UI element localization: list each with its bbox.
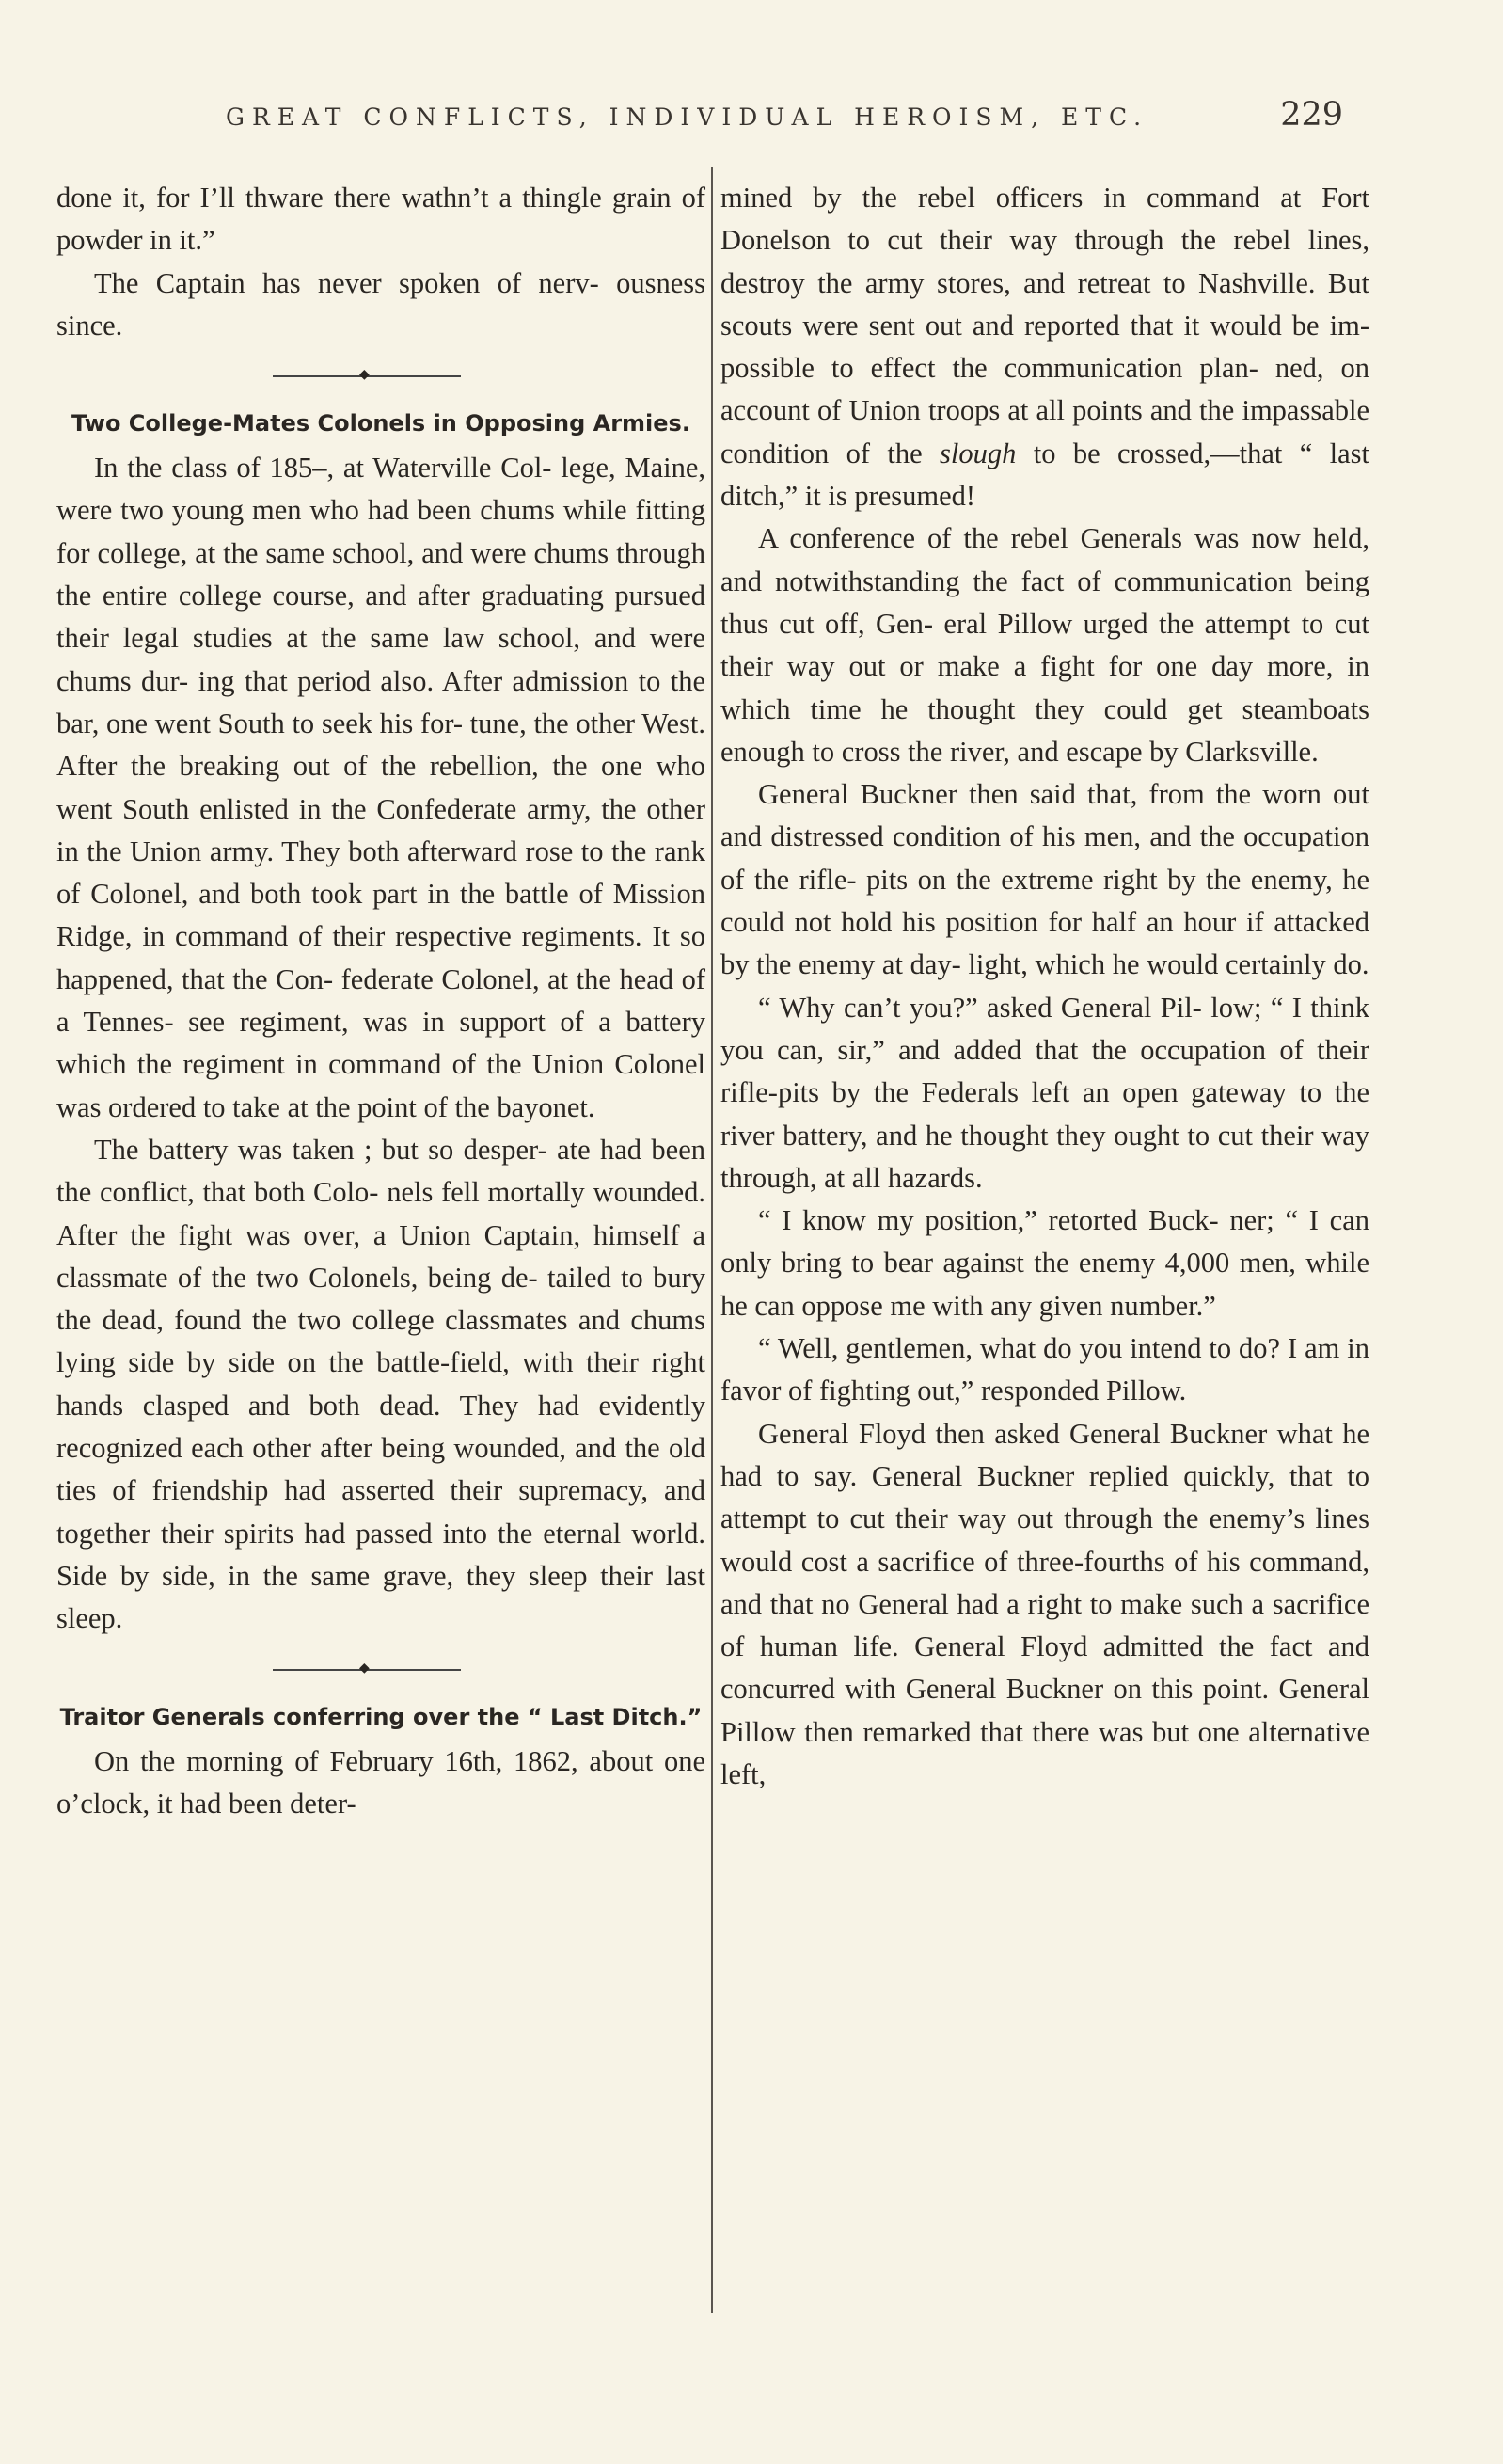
- paragraph: “ I know my position,” retorted Buck- ner; “ I can only bring to bear against the enemy 4,000 men, while he can oppose me with any given number.”: [720, 1204, 1369, 1322]
- section-heading: Traitor Generals conferring over the “ Last Ditch.”: [59, 1703, 703, 1730]
- paragraph: The battery was taken ; but so desper- ate had been the conflict, that both Colo- nels fell mortally wounded. After the fight was over, a Union Captain, himself a classmate of the two Colonels, being de- tailed to bury the dead, found the two college classmates and chums lying side by side on the battle-field, with their right hands clasped and both dead. They had evidently recognized each other after being wounded, and the old ties of friendship had asserted their supremacy, and together their spirits had passed into the eternal world. Side by side, in the same grave, they sleep their last sleep.: [56, 1133, 705, 1635]
- paragraph: General Buckner then said that, from the worn out and distressed condition of his men, and the occupation of the rifle- pits on the extreme right by the enemy, he could not hold his position for half an hour if attacked by the enemy at day- light, which he would certainly do.: [720, 778, 1369, 981]
- paragraph: “ Why can’t you?” asked General Pil- low; “ I think you can, sir,” and added that the occupation of their rifle-pits by the Federals left an open gateway to the river battery, and he thought they ought to cut their way through, at all hazards.: [720, 991, 1369, 1194]
- section-heading: Two College-Mates Colonels in Opposing Armies.: [71, 410, 690, 437]
- text-run: to be crossed,—that “ last ditch,” it is presumed!: [720, 437, 1369, 513]
- paragraph: A conference of the rebel Generals was now held, and notwithstanding the fact of communication being thus cut off, Gen- eral Pillow urged the attempt to cut their way out or make a fight for one day more, in which time he thought they could get steamboats enough to cross the river, and escape by Clarksville.: [720, 522, 1369, 768]
- section-separator: [56, 347, 705, 404]
- paragraph: “ Well, gentlemen, what do you intend to do? I am in favor of fighting out,” responded Pillow.: [720, 1332, 1369, 1407]
- right-column: [720, 177, 1369, 1796]
- paragraph: On the morning of February 16th, 1862, about one o’clock, it had been deter-: [56, 1744, 705, 1820]
- paragraph: done it, for I’ll thware there wathn’t a thingle grain of powder in it.”: [56, 182, 705, 257]
- text-run: mined by the rebel officers in command at Fort Donelson to cut their way through the rebel lines, destroy the army stores, and retreat to Nashville. But scouts were sent out and reported that it would be im- possible to effect the communication plan- ned, on account of Union troops at all points and the impassable condition of the: [720, 182, 1369, 469]
- running-title: GREAT CONFLICTS, INDIVIDUAL HEROISM, ETC.: [226, 103, 1149, 131]
- paragraph: General Floyd then asked General Buckner what he had to say. General Buckner replied quickly, that to attempt to cut their way out through the enemy’s lines would cost a sacrifice of three-fourths of his command, and that no General had a right to make such a sacrifice of human life. General Floyd admitted the fact and concurred with General Buckner on this point. General Pillow then remarked that there was but one alternative left,: [720, 1417, 1369, 1790]
- paragraph: The Captain has never spoken of nerv- ousness since.: [56, 266, 705, 342]
- section-separator: [56, 1641, 705, 1697]
- page-number: 229: [1280, 96, 1343, 134]
- separator-ornament: ◆: [359, 368, 370, 383]
- paragraph: In the class of 185–, at Waterville Col- lege, Maine, were two young men who had been chums while fitting for college, at the same school, and were chums through the entire college course, and after graduating pursued their legal studies at the same law school, and were chums dur- ing that period also. After admission to the bar, one went South to seek his for- tune, the other West. After the breaking out of the rebellion, the one who went South enlisted in the Confederate army, the other in the Union army. They both afterward rose to the rank of Colonel, and both took part in the battle of Mission Ridge, in command of their respective regiments. It so happened, that the Con- federate Colonel, at the head of a Tennes- see regiment, was in support of a battery which the regiment in command of the Union Colonel was ordered to take at the point of the bayonet.: [56, 452, 705, 1123]
- column-divider: [711, 167, 713, 2313]
- running-head: [226, 98, 1390, 139]
- separator-ornament: ◆: [359, 1661, 370, 1676]
- left-column: [56, 177, 705, 1825]
- paragraph: [720, 177, 1369, 517]
- emphasis: slough: [940, 437, 1017, 469]
